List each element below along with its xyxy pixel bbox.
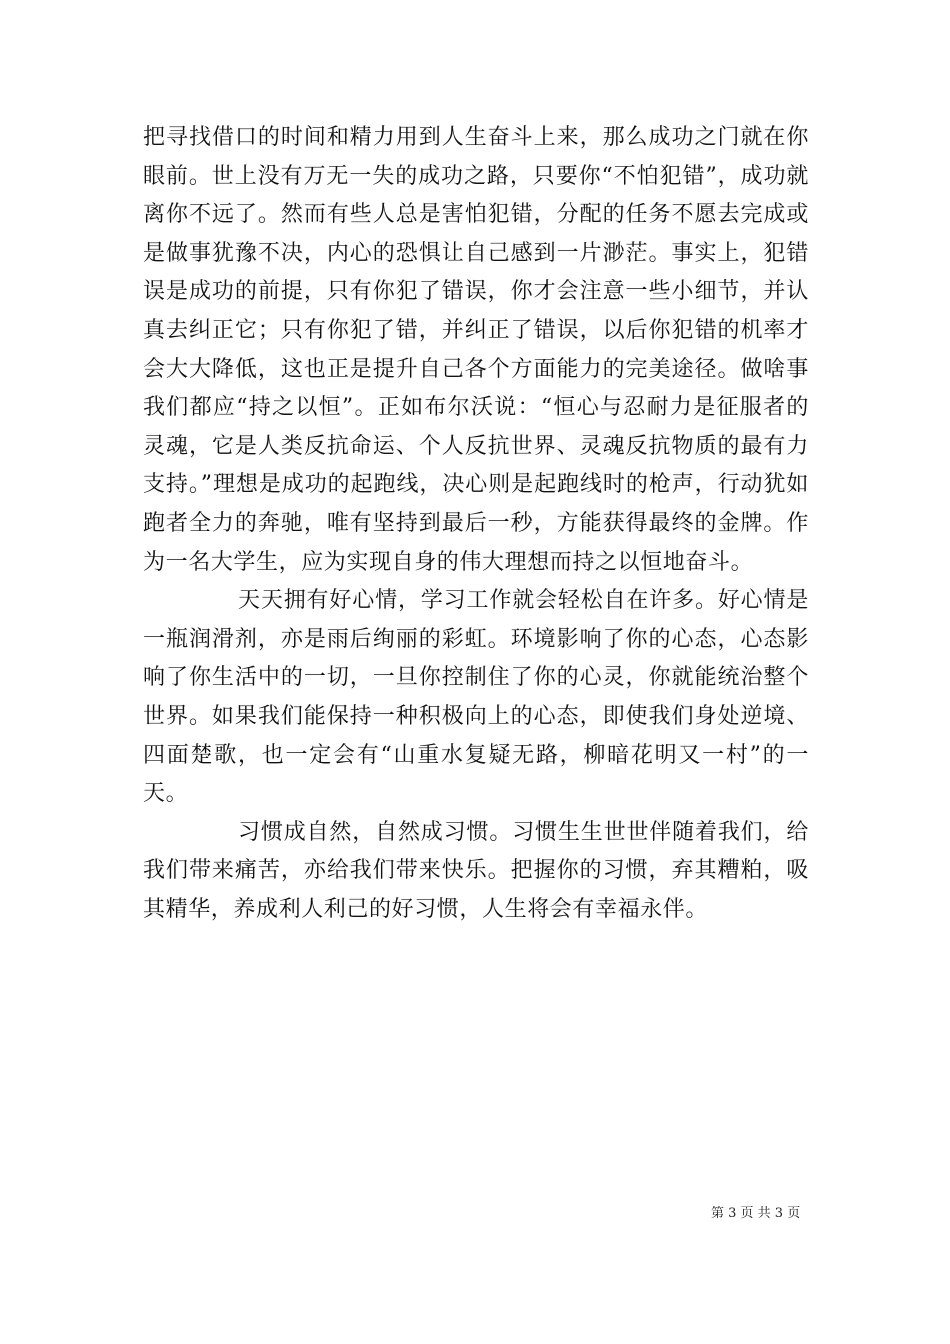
page-number: 第 3 页 共 3 页 <box>711 1206 801 1221</box>
paragraph-habits: 习惯成自然，自然成习惯。习惯生生世世伴随着我们，给我们带来痛苦，亦给我们带来快乐。把握你的习惯，弃其糟粕，吸其精华，养成利人利己的好习惯，人生将会有幸福永伴。 <box>143 819 809 922</box>
paragraph-good-mood: 天天拥有好心情，学习工作就会轻松自在许多。好心情是一瓶润滑剂，亦是雨后绚丽的彩虹。环境影响了你的心态，心态影响了你生活中的一切，一旦你控制住了你的心灵，你就能统治整个世界。如果我们能保持一种积极向上的心态，即使我们身处逆境、四面楚歌，也一定会有“山重水复疑无路，柳暗花明又一村”的一天。 <box>143 588 809 807</box>
paragraph-perseverance: 把寻找借口的时间和精力用到人生奋斗上来，那么成功之门就在你眼前。世上没有万无一失的成功之路，只要你“不怕犯错”，成功就离你不远了。然而有些人总是害怕犯错，分配的任务不愿去完成或是做事犹豫不决，内心的恐惧让自己感到一片渺茫。事实上，犯错误是成功的前提，只有你犯了错误，你才会注意一些小细节，并认真去纠正它；只有你犯了错，并纠正了错误，以后你犯错的机率才会大大降低，这也正是提升自己各个方面能力的完美途径。做啥事我们都应“持之以恒”。正如布尔沃说：“恒心与忍耐力是征服者的灵魂，它是人类反抗命运、个人反抗世界、灵魂反抗物质的最有力支持。”理想是成功的起跑线，决心则是起跑线时的枪声，行动犹如跑者全力的奔驰，唯有坚持到最后一秒，方能获得最终的金牌。作为一名大学生，应为实现自身的伟大理想而持之以恒地奋斗。 <box>143 125 809 575</box>
document-body <box>143 119 809 929</box>
